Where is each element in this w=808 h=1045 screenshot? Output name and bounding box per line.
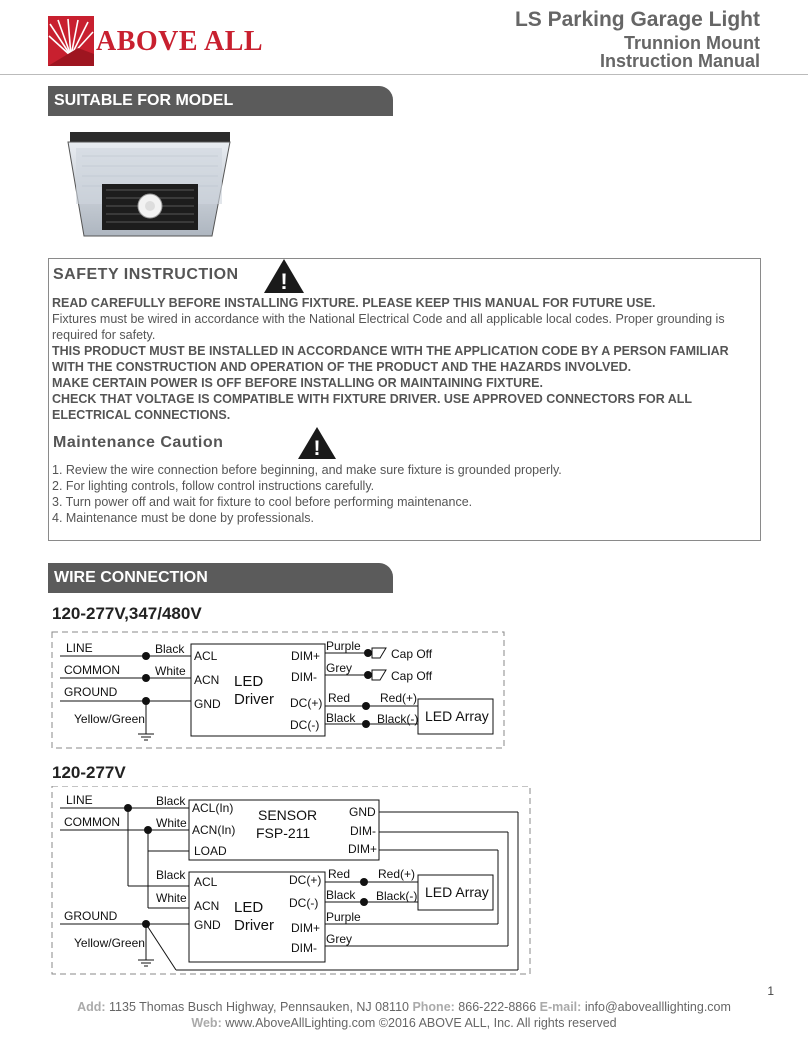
page-number: 1 [767, 984, 774, 998]
svg-text:Black: Black [155, 642, 185, 656]
maintenance-item: 3. Turn power off and wait for fixture to cool before performing maintenance. [52, 495, 473, 509]
svg-text:DIM-: DIM- [350, 824, 376, 838]
footer-email: info@abovealllighting.com [584, 1000, 731, 1014]
svg-text:Red: Red [328, 691, 351, 705]
svg-text:Cap Off: Cap Off [391, 669, 433, 683]
footer-copyright: ©2016 ABOVE ALL, Inc. All rights reserved [378, 1016, 617, 1030]
svg-text:LED: LED [234, 899, 264, 916]
safety-line-nec: Fixtures must be wired in accordance with the National Electrical Code and all applicable local codes. Proper grounding is required for safety. [52, 312, 725, 342]
svg-text:LED: LED [234, 673, 264, 690]
svg-text:LED Array: LED Array [425, 708, 489, 724]
maintenance-item: 2. For lighting controls, follow control instructions carefully. [52, 479, 375, 493]
svg-text:GROUND: GROUND [64, 685, 118, 699]
safety-line-read: READ CAREFULLY BEFORE INSTALLING FIXTURE. PLEASE KEEP THIS MANUAL FOR FUTURE USE. [52, 296, 656, 310]
header-divider [0, 74, 808, 75]
svg-text:DC(-): DC(-) [289, 896, 319, 910]
svg-text:Black(-): Black(-) [376, 889, 418, 903]
svg-text:Driver: Driver [234, 691, 274, 708]
svg-text:DIM+: DIM+ [348, 842, 378, 856]
brand-name: ABOVE ALL [96, 26, 264, 57]
footer-website: www.AboveAllLighting.com [225, 1016, 376, 1030]
footer-web [0, 1016, 808, 1030]
svg-text:ACL: ACL [194, 875, 218, 889]
footer-contact [0, 1000, 808, 1014]
document-title: LS Parking Garage Light [514, 8, 760, 31]
circuit2-title: 120-277V [52, 763, 126, 782]
svg-text:Grey: Grey [326, 661, 353, 675]
footer-address: 1135 Thomas Busch Highway, Pennsauken, NJ 08110 [109, 1000, 409, 1014]
svg-text:DIM-: DIM- [291, 941, 317, 955]
svg-text:Red: Red [328, 867, 351, 881]
footer-phone: 866-222-8866 [458, 1000, 537, 1014]
svg-text:Yellow/Green: Yellow/Green [74, 712, 145, 726]
footer-email-key: E-mail: [539, 1000, 582, 1014]
document-subtitle-mount: Trunnion Mount [624, 33, 760, 53]
document-subtitle-manual: Instruction Manual [599, 51, 760, 71]
svg-text:SENSOR: SENSOR [258, 807, 318, 823]
svg-text:Black: Black [326, 711, 356, 725]
svg-text:ACL: ACL [194, 649, 218, 663]
svg-text:DIM-: DIM- [291, 670, 317, 684]
svg-text:!: ! [280, 269, 288, 294]
svg-text:White: White [155, 664, 186, 678]
svg-text:Black: Black [156, 868, 186, 882]
svg-text:!: ! [313, 437, 321, 460]
safety-heading: SAFETY INSTRUCTION [53, 266, 239, 283]
svg-text:GND: GND [194, 918, 221, 932]
footer-phone-key: Phone: [412, 1000, 455, 1014]
svg-text:Yellow/Green: Yellow/Green [74, 936, 145, 950]
svg-text:COMMON: COMMON [64, 815, 120, 829]
warning-icon [263, 258, 305, 294]
svg-text:Black: Black [156, 794, 186, 808]
svg-text:Grey: Grey [326, 932, 353, 946]
svg-text:DIM+: DIM+ [291, 921, 321, 935]
svg-text:Black(-): Black(-) [377, 712, 419, 726]
svg-text:ACN: ACN [194, 673, 220, 687]
svg-text:DC(+): DC(+) [289, 873, 322, 887]
svg-text:LINE: LINE [66, 641, 93, 655]
maintenance-item: 4. Maintenance must be done by professionals. [52, 511, 314, 525]
safety-line-power: MAKE CERTAIN POWER IS OFF BEFORE INSTALLING OR MAINTAINING FIXTURE. [52, 376, 543, 390]
wiring-diagram-2 [48, 786, 534, 978]
svg-text:LOAD: LOAD [194, 844, 227, 858]
svg-text:COMMON: COMMON [64, 663, 120, 677]
wiring-diagram-1 [48, 628, 508, 752]
svg-text:White: White [156, 816, 187, 830]
svg-text:White: White [156, 891, 187, 905]
svg-text:LED Array: LED Array [425, 884, 489, 900]
svg-text:DIM+: DIM+ [291, 649, 321, 663]
footer-add-key: Add: [77, 1000, 106, 1014]
svg-text:FSP-211: FSP-211 [256, 825, 311, 841]
safety-line-voltage: CHECK THAT VOLTAGE IS COMPATIBLE WITH FIXTURE DRIVER. USE APPROVED CONNECTORS FOR ALL ELECTRICAL CONNECTIONS. [52, 392, 692, 422]
svg-text:Red(+): Red(+) [380, 691, 418, 705]
circuit1-title: 120-277V,347/480V [52, 604, 202, 623]
maintenance-heading: Maintenance Caution [53, 434, 224, 451]
svg-text:ACL(In): ACL(In) [192, 801, 234, 815]
svg-text:Black: Black [326, 888, 356, 902]
svg-text:ACN: ACN [194, 899, 220, 913]
svg-text:Red(+): Red(+) [378, 867, 416, 881]
svg-text:DC(-): DC(-) [290, 718, 320, 732]
svg-text:Driver: Driver [234, 917, 274, 934]
svg-text:GND: GND [349, 805, 376, 819]
footer-web-key: Web: [191, 1016, 222, 1030]
svg-text:DC(+): DC(+) [290, 696, 323, 710]
svg-text:Purple: Purple [326, 910, 361, 924]
fixture-product-image [62, 128, 234, 240]
svg-text:GND: GND [194, 697, 221, 711]
maintenance-item: 1. Review the wire connection before beginning, and make sure fixture is grounded properly. [52, 463, 562, 477]
section-heading-wire: WIRE CONNECTION [48, 563, 393, 593]
svg-text:ACN(In): ACN(In) [192, 823, 236, 837]
svg-text:Cap Off: Cap Off [391, 647, 433, 661]
svg-text:GROUND: GROUND [64, 909, 118, 923]
section-heading-model: SUITABLE FOR MODEL [48, 86, 393, 116]
warning-icon [297, 426, 337, 460]
svg-text:LINE: LINE [66, 793, 93, 807]
safety-line-code: THIS PRODUCT MUST BE INSTALLED IN ACCORDANCE WITH THE APPLICATION CODE BY A PERSON FAMILIAR WITH THE CONSTRUCTION AND OPERATION OF THE PRODUCT AND THE HAZARDS INVOLVED. [52, 344, 729, 374]
svg-text:Purple: Purple [326, 639, 361, 653]
